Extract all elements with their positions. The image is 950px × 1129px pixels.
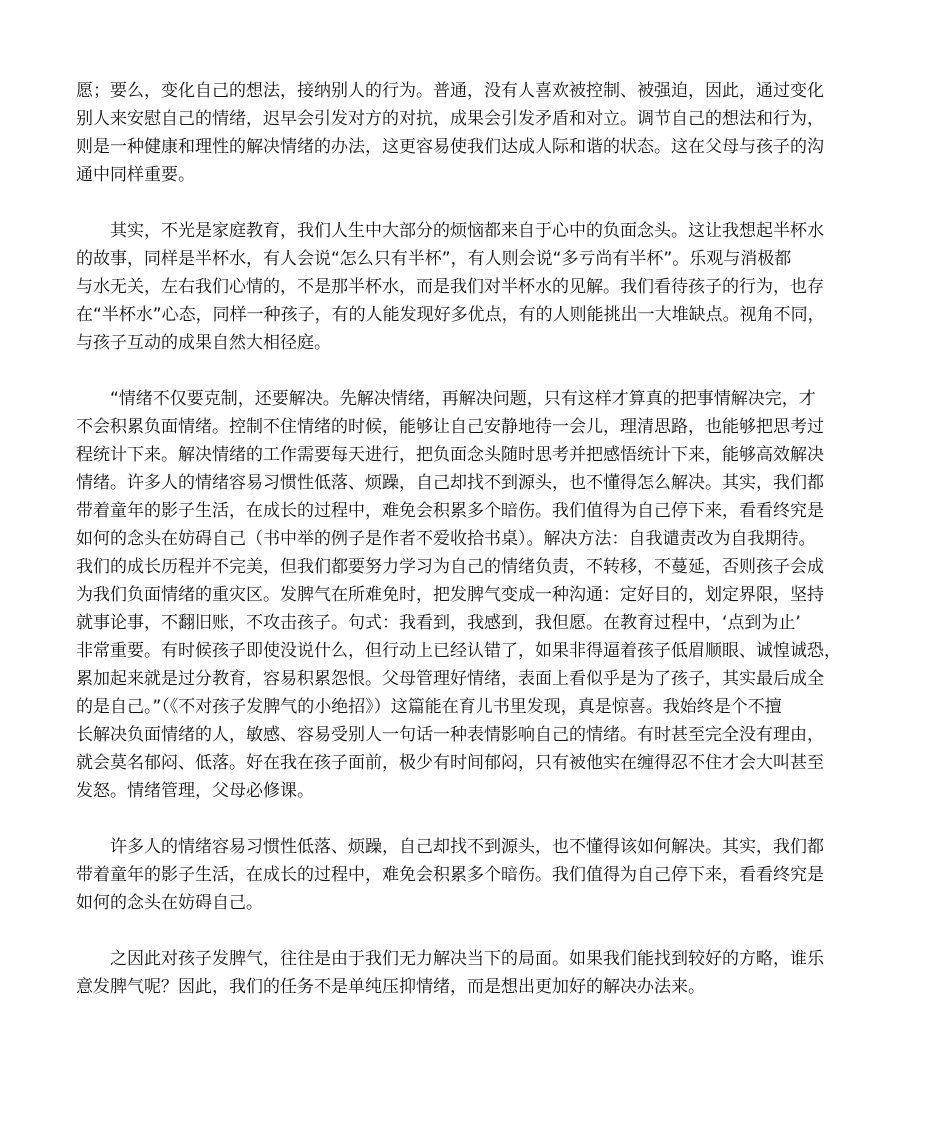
paragraph-gap	[76, 189, 876, 217]
paragraph-gap	[76, 357, 876, 385]
text-line: 程统计下来。解决情绪的工作需要每天进行，把负面念头随时思考并把感悟统计下来，能够高效解决	[76, 445, 824, 465]
paragraph-gap	[76, 917, 876, 945]
text-line: 如何的念头在妨碍自己（书中举的例子是作者不爱收拾书桌）。解决方法：自我谴责改为自我期待。	[76, 529, 816, 549]
text-line: 的是自己。”（《不对孩子发脾气的小绝招》）这篇能在育儿书里发现，真是惊喜。我始终是个不擅	[76, 697, 782, 717]
text-line: 就事论事，不翻旧账，不攻击孩子。句式：我看到，我感到，我但愿。在教育过程中，‘点到为止’	[76, 613, 801, 633]
text-line: 在“半杯水”心态，同样一种孩子，有的人能发现好多优点，有的人则能挑出一大堆缺点。视角不同，	[76, 305, 825, 325]
text-line: 为我们负面情绪的重灾区。发脾气在所难免时，把发脾气变成一种沟通：定好目的，划定界限，坚持	[76, 585, 824, 605]
paragraph-gap	[76, 805, 876, 833]
paragraph-1	[76, 77, 876, 189]
text-line: “情绪不仅要克制，还要解决。先解决情绪，再解决问题，只有这样才算真的把事情解决完，才	[76, 389, 816, 409]
paragraph-2	[76, 217, 876, 357]
text-line: 累加起来就是过分教育，容易积累怨恨。父母管理好情绪，表面上看似乎是为了孩子，其实最后成全	[76, 669, 824, 689]
text-line: 其实，不光是家庭教育，我们人生中大部分的烦恼都来自于心中的负面念头。这让我想起半杯水	[76, 221, 824, 241]
paragraph-4	[76, 833, 876, 917]
text-line: 不会积累负面情绪。控制不住情绪的时候，能够让自己安静地待一会儿，理清思路，也能够把思考过	[76, 417, 824, 437]
text-line: 意发脾气呢？因此，我们的任务不是单纯压抑情绪，而是想出更加好的解决办法来。	[76, 977, 705, 997]
text-line: 如何的念头在妨碍自己。	[76, 893, 263, 913]
text-line: 我们的成长历程并不完美，但我们都要努力学习为自己的情绪负责，不转移，不蔓延，否则孩子会成	[76, 557, 824, 577]
text-line: 许多人的情绪容易习惯性低落、烦躁，自己却找不到源头，也不懂得该如何解决。其实，我们都	[76, 837, 824, 857]
text-line: 通中同样重要。	[76, 165, 195, 185]
text-line: 带着童年的影子生活，在成长的过程中，难免会积累多个暗伤。我们值得为自己停下来，看看终究是	[76, 865, 824, 885]
paragraph-3	[76, 385, 876, 805]
text-line: 别人来安慰自己的情绪，迟早会引发对方的对抗，成果会引发矛盾和对立。调节自己的想法和行为，	[76, 109, 824, 129]
document-page	[76, 77, 876, 1001]
text-line: 与孩子互动的成果自然大相径庭。	[76, 333, 331, 353]
text-line: 发怒。情绪管理，父母必修课。	[76, 781, 314, 801]
text-line: 与水无关，左右我们心情的，不是那半杯水，而是我们对半杯水的见解。我们看待孩子的行为，也存	[76, 277, 824, 297]
text-line: 情绪。许多人的情绪容易习惯性低落、烦躁，自己却找不到源头，也不懂得怎么解决。其实，我们都	[76, 473, 824, 493]
paragraph-5	[76, 945, 876, 1001]
text-line: 长解决负面情绪的人，敏感、容易受别人一句话一种表情影响自己的情绪。有时甚至完全没有理由，	[76, 725, 824, 745]
text-line: 非常重要。有时候孩子即使没说什么，但行动上已经认错了，如果非得逼着孩子低眉顺眼、诚惶诚恐，	[76, 641, 841, 661]
text-line: 的故事，同样是半杯水，有人会说“怎么只有半杯”，有人则会说“多亏尚有半杯”。乐观与消极都	[76, 249, 792, 269]
text-line: 就会莫名郁闷、低落。好在我在孩子面前，极少有时间郁闷，只有被他实在缠得忍不住才会大叫甚至	[76, 753, 824, 773]
text-line: 带着童年的影子生活，在成长的过程中，难免会积累多个暗伤。我们值得为自己停下来，看看终究是	[76, 501, 824, 521]
text-line: 愿；要么，变化自己的想法，接纳别人的行为。普通，没有人喜欢被控制、被强迫，因此，通过变化	[76, 81, 824, 101]
text-line: 之因此对孩子发脾气，往往是由于我们无力解决当下的局面。如果我们能找到较好的方略，谁乐	[76, 949, 824, 969]
text-line: 则是一种健康和理性的解决情绪的办法，这更容易使我们达成人际和谐的状态。这在父母与孩子的沟	[76, 137, 824, 157]
